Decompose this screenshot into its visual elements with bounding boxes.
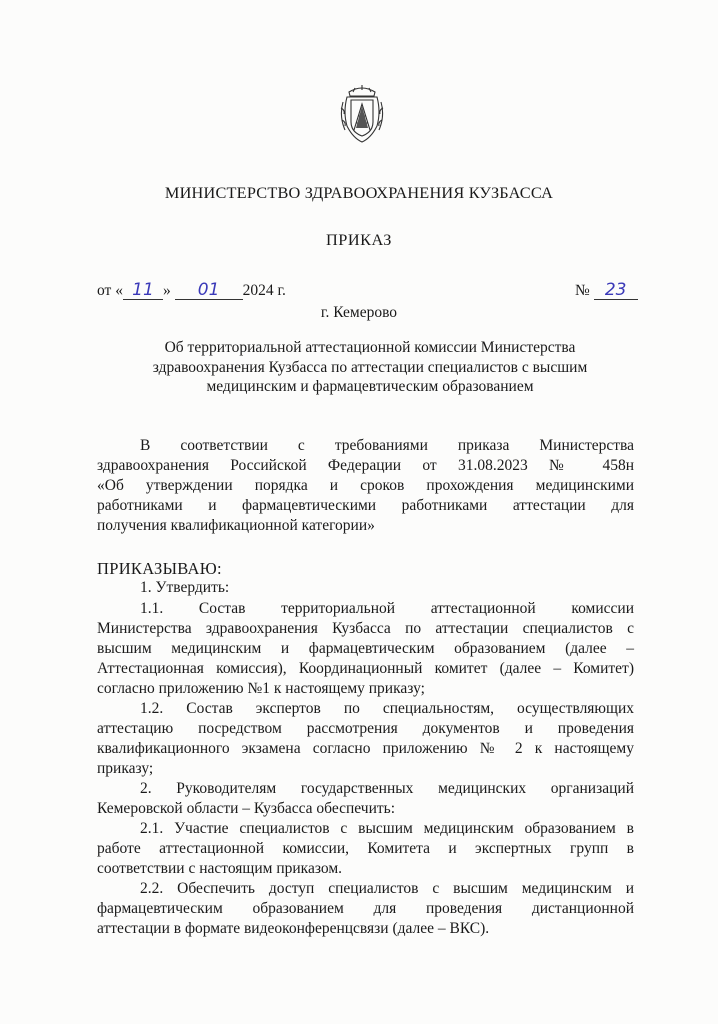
preamble-line-3: «Об утверждении порядка и сроков прохождения медицинскими xyxy=(97,477,634,494)
preamble-line-2: здравоохранения Российской Федерации от 31.08.2023 № 458н xyxy=(97,457,634,474)
preamble-line-4: работниками и фармацевтическими работниками аттестации для xyxy=(97,497,634,514)
clause-2-1-line-1: 2.1. Участие специалистов с высшим медицинским образованием в xyxy=(140,820,634,837)
handwritten-month: 01 xyxy=(197,280,220,300)
clause-1-1-line-5: согласно приложению №1 к настоящему приказу; xyxy=(97,680,425,697)
order-number xyxy=(575,282,638,300)
preamble-line-5: получения квалификационной категории» xyxy=(97,517,375,534)
clause-2-2-line-2: фармацевтическим образованием для проведения дистанционной xyxy=(97,900,634,917)
number-prefix: № xyxy=(575,282,590,299)
date-mid: » xyxy=(162,282,171,299)
clause-1-2-line-1: 1.2. Состав экспертов по специальностям, осуществляющих xyxy=(140,700,634,717)
clause-1-1-line-4: Аттестационная комиссия), Координационный комитет (далее – Комитет) xyxy=(97,660,634,677)
clause-1: 1. Утвердить: xyxy=(140,579,230,596)
coat-of-arms-emblem xyxy=(337,82,387,144)
preamble-line-1: В соответствии с требованиями приказа Министерства xyxy=(140,437,634,454)
clause-1-2-line-2: аттестацию посредством рассмотрения документов и проведения xyxy=(97,720,634,737)
clause-1-1-line-1: 1.1. Состав территориальной аттестационной комиссии xyxy=(140,600,634,617)
order-date xyxy=(97,282,286,300)
clause-2-2-line-3: аттестации в формате видеоконференцсвязи (далее – ВКС). xyxy=(97,920,490,937)
clause-2-line-1: 2. Руководителям государственных медицинских организаций xyxy=(140,780,634,797)
clause-2-2-line-1: 2.2. Обеспечить доступ специалистов с высшим медицинским и xyxy=(140,880,634,897)
clause-2-1-line-2: работе аттестационной комиссии, Комитета и экспертных групп в xyxy=(97,840,634,857)
clause-2-1-line-3: соответствии с настоящим приказом. xyxy=(97,860,343,877)
clause-2-line-2: Кемеровской области – Кузбасса обеспечить: xyxy=(97,800,396,817)
clause-1-1-line-2: Министерства здравоохранения Кузбасса по аттестации специалистов с xyxy=(97,620,634,637)
clause-1-1-line-3: высшим медицинским и фармацевтическим образованием (далее – xyxy=(97,640,634,657)
date-prefix: от « xyxy=(97,282,123,299)
clause-1-2-line-3: квалификационного экзамена согласно приложению № 2 к настоящему xyxy=(97,740,634,757)
city: г. Кемерово xyxy=(320,304,398,321)
orders-heading: ПРИКАЗЫВАЮ: xyxy=(97,559,222,578)
date-year: 2024 г. xyxy=(242,282,286,299)
handwritten-day: 11 xyxy=(132,280,154,300)
ministry-name: МИНИСТЕРСТВО ЗДРАВООХРАНЕНИЯ КУЗБАССА xyxy=(164,183,554,202)
handwritten-number: 23 xyxy=(604,280,627,300)
order-subject: Об территориальной аттестационной комиссии Министерства здравоохранения Кузбасса по аттестации специалистов с высшим медицинским и фармацевтическим образованием xyxy=(152,339,588,395)
clause-1-2-line-4: приказу; xyxy=(97,760,154,777)
document-type-title: ПРИКАЗ xyxy=(326,230,392,249)
